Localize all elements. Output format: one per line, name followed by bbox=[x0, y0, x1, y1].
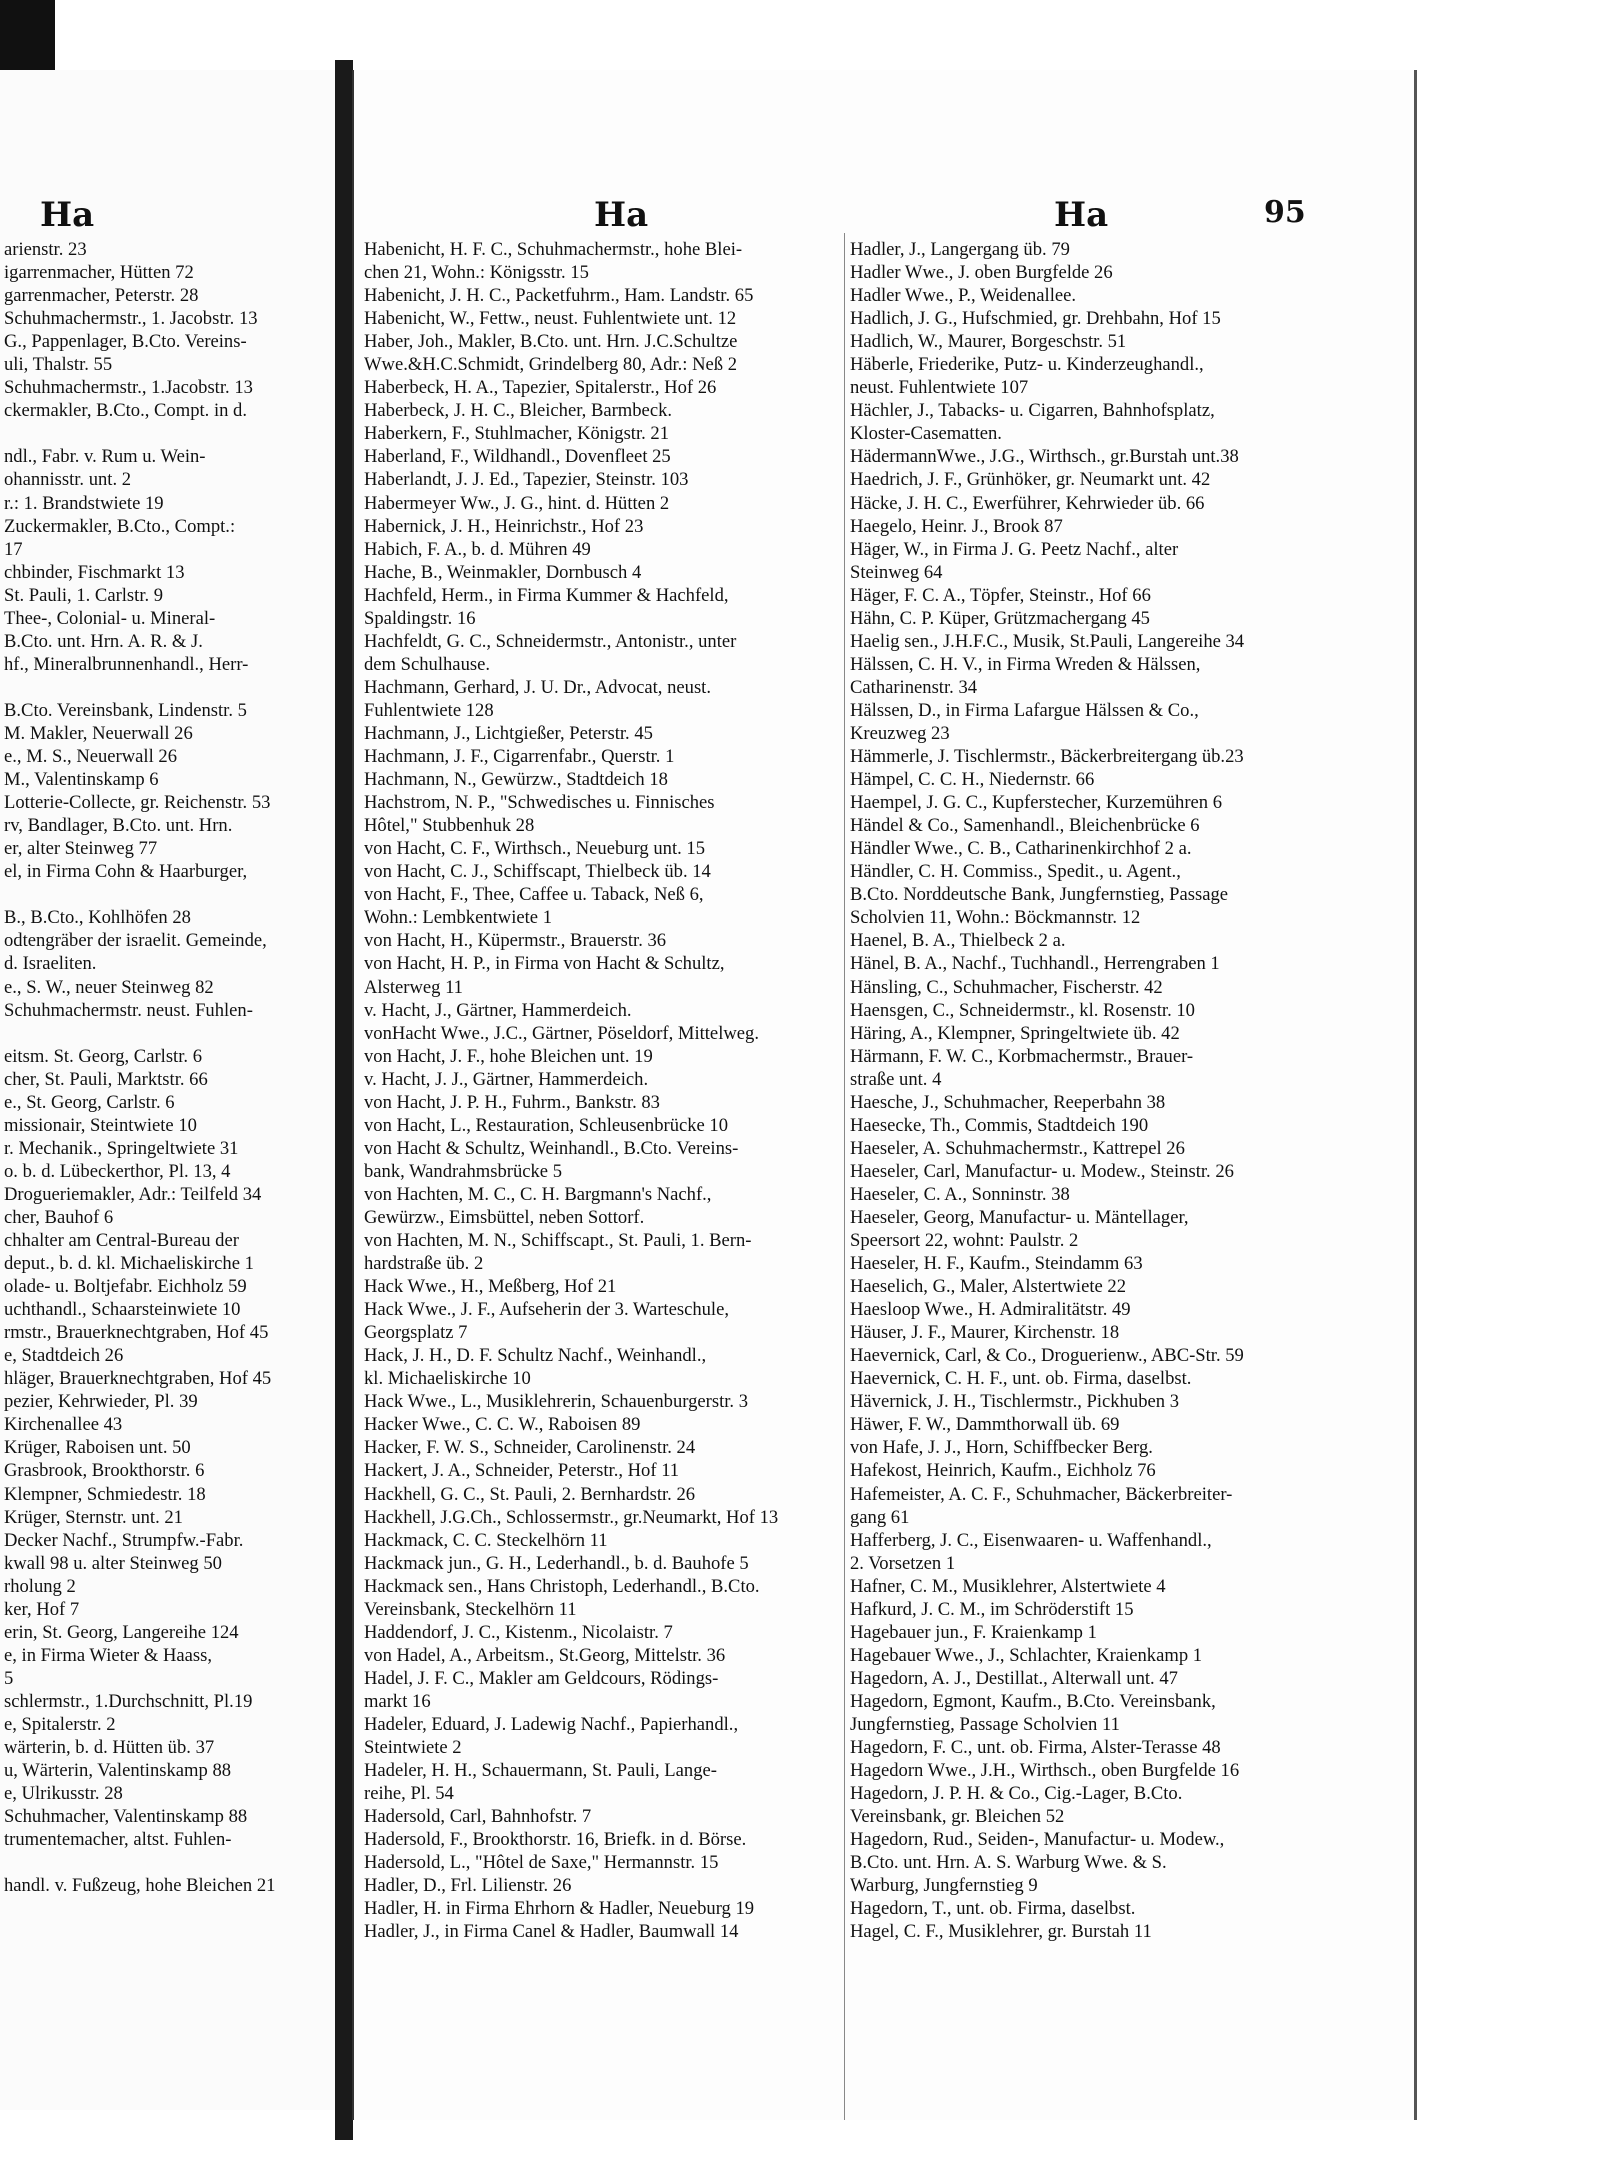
directory-entry-line: Hachmann, J. F., Cigarrenfabr., Querstr. 1 bbox=[364, 746, 675, 768]
directory-entry-line: 17 bbox=[4, 538, 23, 560]
directory-entry-line: Krüger, Raboisen unt. 50 bbox=[4, 1437, 191, 1459]
directory-entry-line: von Hacht, H., Küpermstr., Brauerstr. 36 bbox=[364, 930, 667, 952]
directory-entry-line: Haddendorf, J. C., Kistenm., Nicolaistr. 7 bbox=[364, 1621, 673, 1643]
directory-entry-line: odtengräber der israelit. Gemeinde, bbox=[4, 930, 267, 952]
directory-entry-line: Hack Wwe., H., Meßberg, Hof 21 bbox=[364, 1276, 617, 1298]
directory-entry-line: olade- u. Boltjefabr. Eichholz 59 bbox=[4, 1276, 247, 1298]
directory-entry-line: ckermakler, B.Cto., Compt. in d. bbox=[4, 400, 248, 422]
directory-entry-line: Speersort 22, wohnt: Paulstr. 2 bbox=[850, 1230, 1079, 1252]
directory-entry-line: Hagedorn, A. J., Destillat., Alterwall unt. 47 bbox=[850, 1667, 1178, 1689]
directory-entry-line: B.Cto. Norddeutsche Bank, Jungfernstieg, Passage bbox=[850, 884, 1229, 906]
directory-entry-line: Haberkern, F., Stuhlmacher, Königstr. 21 bbox=[364, 423, 670, 445]
directory-entry-line: deput., b. d. kl. Michaeliskirche 1 bbox=[4, 1253, 254, 1275]
directory-entry-line: o. b. d. Lübeckerthor, Pl. 13, 4 bbox=[4, 1160, 231, 1182]
column-heading-left: Ha bbox=[594, 195, 649, 235]
directory-entry-line: Kreuzweg 23 bbox=[850, 722, 950, 744]
directory-entry-line: reihe, Pl. 54 bbox=[364, 1783, 454, 1805]
directory-entry-line: ker, Hof 7 bbox=[4, 1598, 80, 1620]
directory-entry-line: gang 61 bbox=[850, 1506, 910, 1528]
directory-entry-line: Vereinsbank, Steckelhörn 11 bbox=[364, 1598, 577, 1620]
page-number: 95 bbox=[1264, 195, 1306, 230]
directory-entry-line: r.: 1. Brandstwiete 19 bbox=[4, 492, 164, 514]
directory-entry-line: vonHacht Wwe., J.C., Gärtner, Pöseldorf, Mittelweg. bbox=[364, 1022, 759, 1044]
directory-entry-line: Hack Wwe., L., Musiklehrerin, Schauenburgerstr. 3 bbox=[364, 1391, 749, 1413]
directory-entry-line: wärterin, b. d. Hütten üb. 37 bbox=[4, 1737, 215, 1759]
directory-entry-line: Hadeler, Eduard, J. Ladewig Nachf., Papierhandl., bbox=[364, 1714, 739, 1735]
directory-entry-line: Hämmerle, J. Tischlermstr., Bäckerbreitergang üb.23 bbox=[850, 746, 1244, 768]
directory-entry-line: B., B.Cto., Kohlhöfen 28 bbox=[4, 907, 191, 929]
directory-entry-line: Kloster-Casematten. bbox=[850, 423, 1002, 445]
directory-entry-line: Decker Nachf., Strumpfw.-Fabr. bbox=[4, 1529, 244, 1551]
directory-entry-line: Hadlich, J. G., Hufschmied, gr. Drehbahn, Hof 15 bbox=[850, 308, 1221, 330]
directory-entry-line: Hähn, C. P. Küper, Grützmachergang 45 bbox=[850, 607, 1150, 629]
directory-entry-line: Hadeler, H. H., Schauermann, St. Pauli, Lange- bbox=[364, 1760, 717, 1782]
directory-entry-line: Spaldingstr. 16 bbox=[364, 607, 476, 629]
directory-entry-line: chbinder, Fischmarkt 13 bbox=[4, 561, 185, 583]
directory-entry-line: Haesloop Wwe., H. Admiralitätstr. 49 bbox=[850, 1299, 1131, 1321]
directory-entry-line: neust. Fuhlentwiete 107 bbox=[850, 377, 1029, 399]
directory-entry-line: Schuhmachermstr., 1. Jacobstr. 13 bbox=[4, 308, 258, 330]
directory-entry-line: trumentemacher, altst. Fuhlen- bbox=[4, 1829, 232, 1851]
directory-entry-line: Hachmann, N., Gewürzw., Stadtdeich 18 bbox=[364, 769, 668, 791]
directory-entry-line: Hagedorn, J. P. H. & Co., Cig.-Lager, B.Cto. bbox=[850, 1783, 1183, 1805]
directory-entry-line: bank, Wandrahmsbrücke 5 bbox=[364, 1160, 562, 1182]
directory-entry-line: Vereinsbank, gr. Bleichen 52 bbox=[850, 1806, 1065, 1828]
directory-entry-line: garrenmacher, Peterstr. 28 bbox=[4, 285, 199, 307]
column-heading-right: Ha bbox=[1054, 195, 1109, 235]
directory-entry-line: von Hacht, H. P., in Firma von Hacht & Schultz, bbox=[364, 953, 725, 975]
directory-entry-line: HädermannWwe., J.G., Wirthsch., gr.Burstah unt.38 bbox=[850, 446, 1239, 468]
directory-entry-line: Haevernick, Carl, & Co., Droguerienw., ABC-Str. 59 bbox=[850, 1345, 1244, 1367]
directory-entry-line: Hagedorn, Rud., Seiden-, Manufactur- u. Modew., bbox=[850, 1829, 1225, 1851]
directory-entry-line: e., St. Georg, Carlstr. 6 bbox=[4, 1091, 175, 1113]
column-divider bbox=[844, 233, 845, 2120]
directory-entry-line: Hôtel," Stubbenhuk 28 bbox=[364, 815, 535, 837]
directory-entry-line: St. Pauli, 1. Carlstr. 9 bbox=[4, 584, 164, 606]
directory-entry-line: von Hacht, L., Restauration, Schleusenbrücke 10 bbox=[364, 1114, 729, 1136]
book-gutter bbox=[335, 60, 353, 2140]
directory-entry-line: Hack Wwe., J. F., Aufseherin der 3. Warteschule, bbox=[364, 1299, 730, 1321]
directory-entry-line: e, Stadtdeich 26 bbox=[4, 1345, 124, 1367]
directory-entry-line: Hachfeld, Herm., in Firma Kummer & Hachfeld, bbox=[364, 584, 729, 606]
directory-entry-line: Händel & Co., Samenhandl., Bleichenbrücke 6 bbox=[850, 815, 1200, 837]
directory-column-right bbox=[850, 238, 1320, 1943]
directory-entry-line: dem Schulhause. bbox=[364, 653, 490, 675]
directory-entry-line: el, in Firma Cohn & Haarburger, bbox=[4, 861, 248, 883]
directory-entry-line: handl. v. Fußzeug, hohe Bleichen 21 bbox=[4, 1875, 276, 1897]
directory-entry-line: M., Valentinskamp 6 bbox=[4, 769, 159, 791]
directory-entry-line bbox=[4, 422, 329, 445]
directory-entry-line: Hachfeldt, G. C., Schneidermstr., Antonistr., unter bbox=[364, 630, 737, 652]
directory-entry-line: Häger, F. C. A., Töpfer, Steinstr., Hof 66 bbox=[850, 584, 1151, 606]
directory-entry-line: Händler, C. H. Commiss., Spedit., u. Agent., bbox=[850, 861, 1181, 883]
directory-entry-line: Haberbeck, H. A., Tapezier, Spitalerstr., Hof 26 bbox=[364, 377, 717, 399]
directory-entry-line: von Hadel, A., Arbeitsm., St.Georg, Mittelstr. 36 bbox=[364, 1644, 726, 1666]
directory-entry-line: Wohn.: Lembkentwiete 1 bbox=[364, 907, 553, 929]
directory-entry-line: von Hacht, J. F., hohe Bleichen unt. 19 bbox=[364, 1045, 653, 1067]
directory-entry-line: hläger, Brauerknechtgraben, Hof 45 bbox=[4, 1368, 272, 1390]
directory-entry-line: Steinweg 64 bbox=[850, 561, 943, 583]
directory-entry-line: Hadler, D., Frl. Lilienstr. 26 bbox=[364, 1875, 572, 1897]
directory-entry-line: von Hacht, F., Thee, Caffee u. Taback, Neß 6, bbox=[364, 884, 704, 906]
directory-entry-line: Häberle, Friederike, Putz- u. Kinderzeughandl., bbox=[850, 354, 1204, 376]
directory-entry-line: Hachmann, J., Lichtgießer, Peterstr. 45 bbox=[364, 722, 653, 744]
directory-entry-line: Haeseler, C. A., Sonninstr. 38 bbox=[850, 1183, 1070, 1205]
directory-entry-line: von Hafe, J. J., Horn, Schiffbecker Berg. bbox=[850, 1437, 1153, 1459]
directory-entry-line: Hadler, H. in Firma Ehrhorn & Hadler, Neueburg 19 bbox=[364, 1898, 755, 1920]
directory-entry-line: Hack, J. H., D. F. Schultz Nachf., Weinhandl., bbox=[364, 1345, 707, 1367]
directory-column-left bbox=[364, 238, 839, 1943]
directory-entry-line: Häcke, J. H. C., Ewerführer, Kehrwieder üb. 66 bbox=[850, 492, 1205, 514]
directory-entry-line: Händler Wwe., C. B., Catharinenkirchhof 2 a. bbox=[850, 838, 1192, 860]
directory-entry-line: pezier, Kehrwieder, Pl. 39 bbox=[4, 1391, 198, 1413]
directory-entry-line: Thee-, Colonial- u. Mineral- bbox=[4, 607, 216, 629]
directory-entry-line: Klempner, Schmiedestr. 18 bbox=[4, 1483, 206, 1505]
directory-entry-line bbox=[4, 1022, 329, 1045]
directory-entry-line: Grasbrook, Brookthorstr. 6 bbox=[4, 1460, 205, 1482]
directory-entry-line: Zuckermakler, B.Cto., Compt.: bbox=[4, 515, 236, 537]
directory-entry-line: Hämpel, C. C. H., Niedernstr. 66 bbox=[850, 769, 1095, 791]
directory-entry-line: Steintwiete 2 bbox=[364, 1737, 462, 1759]
directory-entry-line: Hänsling, C., Schuhmacher, Fischerstr. 42 bbox=[850, 976, 1163, 998]
directory-entry-line: kl. Michaeliskirche 10 bbox=[364, 1368, 531, 1390]
directory-entry-line: von Hachten, M. C., C. H. Bargmann's Nachf., bbox=[364, 1183, 712, 1205]
directory-entry-line: B.Cto. unt. Hrn. A. R. & J. bbox=[4, 630, 203, 652]
directory-entry-line: Hadlich, W., Maurer, Borgeschstr. 51 bbox=[850, 331, 1127, 353]
directory-entry-line: Kirchenallee 43 bbox=[4, 1414, 123, 1436]
directory-entry-line: eitsm. St. Georg, Carlstr. 6 bbox=[4, 1045, 202, 1067]
directory-entry-line: Schuhmachermstr., 1.Jacobstr. 13 bbox=[4, 377, 253, 399]
directory-entry-line: Haeseler, H. F., Kaufm., Steindamm 63 bbox=[850, 1253, 1143, 1275]
directory-entry-line: G., Pappenlager, B.Cto. Vereins- bbox=[4, 331, 247, 353]
directory-entry-line: Schuhmachermstr. neust. Fuhlen- bbox=[4, 999, 253, 1021]
directory-entry-line: e, Ulrikusstr. 28 bbox=[4, 1783, 123, 1805]
directory-entry-line: straße unt. 4 bbox=[850, 1068, 942, 1090]
directory-entry-line: uchthandl., Schaarsteinwiete 10 bbox=[4, 1299, 241, 1321]
directory-entry-line: M. Makler, Neuerwall 26 bbox=[4, 722, 193, 744]
directory-entry-line: Jungfernstieg, Passage Scholvien 11 bbox=[850, 1714, 1120, 1735]
directory-entry-line: r. Mechanik., Springeltwiete 31 bbox=[4, 1137, 239, 1159]
directory-entry-line: Haeselich, G., Maler, Alstertwiete 22 bbox=[850, 1276, 1127, 1298]
directory-entry-line: rholung 2 bbox=[4, 1575, 76, 1597]
directory-entry-line: Hache, B., Weinmakler, Dornbusch 4 bbox=[364, 561, 642, 583]
directory-entry-line bbox=[4, 676, 329, 699]
directory-entry-line: cher, St. Pauli, Marktstr. 66 bbox=[4, 1068, 208, 1090]
directory-entry-line: schlermstr., 1.Durchschnitt, Pl.19 bbox=[4, 1690, 253, 1712]
directory-entry-line: chhalter am Central-Bureau der bbox=[4, 1230, 239, 1252]
directory-entry-line: Hagedorn, Egmont, Kaufm., B.Cto. Vereinsbank, bbox=[850, 1690, 1216, 1712]
directory-entry-line: cher, Bauhof 6 bbox=[4, 1206, 114, 1228]
directory-entry-line: Hadersold, L., "Hôtel de Saxe," Hermannstr. 15 bbox=[364, 1852, 719, 1874]
bookmark-ribbon bbox=[0, 0, 55, 75]
directory-entry-line: Habenicht, W., Fettw., neust. Fuhlentwiete unt. 12 bbox=[364, 308, 737, 330]
directory-entry-line: Häuser, J. F., Maurer, Kirchenstr. 18 bbox=[850, 1322, 1120, 1344]
directory-entry-line: Haevernick, C. H. F., unt. ob. Firma, daselbst. bbox=[850, 1368, 1192, 1390]
directory-entry-line: Haesche, J., Schuhmacher, Reeperbahn 38 bbox=[850, 1091, 1166, 1113]
directory-entry-line: Haberlandt, J. J. Ed., Tapezier, Steinstr. 103 bbox=[364, 469, 689, 491]
directory-entry-line: e., S. W., neuer Steinweg 82 bbox=[4, 976, 214, 998]
directory-entry-line: Georgsplatz 7 bbox=[364, 1322, 468, 1344]
directory-entry-line: Haberland, F., Wildhandl., Dovenfleet 25 bbox=[364, 446, 671, 468]
directory-entry-line: B.Cto. unt. Hrn. A. S. Warburg Wwe. & S. bbox=[850, 1852, 1167, 1874]
directory-entry-line: erin, St. Georg, Langereihe 124 bbox=[4, 1621, 239, 1643]
directory-entry-line: Scholvien 11, Wohn.: Böckmannstr. 12 bbox=[850, 907, 1141, 929]
directory-entry-line: Wwe.&H.C.Schmidt, Grindelberg 80, Adr.: Neß 2 bbox=[364, 354, 738, 376]
directory-entry-line: Hacker, F. W. S., Schneider, Carolinenstr. 24 bbox=[364, 1437, 696, 1459]
directory-entry-line: Hadersold, Carl, Bahnhofstr. 7 bbox=[364, 1806, 592, 1828]
directory-entry-line: Haedrich, J. F., Grünhöker, gr. Neumarkt unt. 42 bbox=[850, 469, 1211, 491]
directory-entry-line: Häger, W., in Firma J. G. Peetz Nachf., alter bbox=[850, 538, 1179, 560]
directory-entry-line: Hackmack, C. C. Steckelhörn 11 bbox=[364, 1529, 608, 1551]
directory-entry-line: Habenicht, J. H. C., Packetfuhrm., Ham. Landstr. 65 bbox=[364, 285, 754, 307]
directory-entry-line: Schuhmacher, Valentinskamp 88 bbox=[4, 1806, 248, 1828]
directory-entry-line: Hachmann, Gerhard, J. U. Dr., Advocat, neust. bbox=[364, 676, 711, 698]
directory-entry-line: markt 16 bbox=[364, 1690, 431, 1712]
directory-entry-line: Krüger, Sternstr. unt. 21 bbox=[4, 1506, 183, 1528]
directory-entry-line: Haelig sen., J.H.F.C., Musik, St.Pauli, Langereihe 34 bbox=[850, 630, 1245, 652]
directory-entry-line: Habermeyer Ww., J. G., hint. d. Hütten 2 bbox=[364, 492, 670, 514]
directory-entry-line: B.Cto. Vereinsbank, Lindenstr. 5 bbox=[4, 699, 247, 721]
directory-entry-line: Hadler Wwe., P., Weidenallee. bbox=[850, 285, 1077, 307]
directory-entry-line: Hafferberg, J. C., Eisenwaaren- u. Waffenhandl., bbox=[850, 1529, 1212, 1551]
directory-entry-line: Hävernick, J. H., Tischlermstr., Pickhuben 3 bbox=[850, 1391, 1179, 1413]
directory-entry-line: v. Hacht, J. J., Gärtner, Hammerdeich. bbox=[364, 1068, 649, 1090]
directory-entry-line: rv, Bandlager, B.Cto. unt. Hrn. bbox=[4, 815, 233, 837]
directory-entry-line: ohannisstr. unt. 2 bbox=[4, 469, 132, 491]
directory-entry-line: Hagebauer jun., F. Kraienkamp 1 bbox=[850, 1621, 1097, 1643]
directory-entry-line: Haeseler, Georg, Manufactur- u. Mäntellager, bbox=[850, 1206, 1189, 1228]
directory-entry-line: chen 21, Wohn.: Königsstr. 15 bbox=[364, 262, 589, 284]
directory-entry-line: v. Hacht, J., Gärtner, Hammerdeich. bbox=[364, 999, 632, 1021]
directory-entry-line: 2. Vorsetzen 1 bbox=[850, 1552, 956, 1574]
directory-entry-line: Hachstrom, N. P., "Schwedisches u. Finnisches bbox=[364, 792, 715, 814]
directory-entry-line: Hafner, C. M., Musiklehrer, Alstertwiete 4 bbox=[850, 1575, 1166, 1597]
directory-entry-line: hardstraße üb. 2 bbox=[364, 1253, 484, 1275]
directory-entry-line: Drogueriemakler, Adr.: Teilfeld 34 bbox=[4, 1183, 262, 1205]
directory-entry-line: hf., Mineralbrunnenhandl., Herr- bbox=[4, 653, 249, 675]
directory-entry-line: arienstr. 23 bbox=[4, 239, 87, 260]
directory-entry-line: Haegelo, Heinr. J., Brook 87 bbox=[850, 515, 1063, 537]
directory-entry-line: Hadler, J., Langergang üb. 79 bbox=[850, 239, 1070, 260]
directory-entry-line: Fuhlentwiete 128 bbox=[364, 699, 494, 721]
directory-entry-line: e, Spitalerstr. 2 bbox=[4, 1714, 116, 1735]
directory-entry-line: Hälssen, C. H. V., in Firma Wreden & Hälssen, bbox=[850, 653, 1201, 675]
directory-entry-line: Haensgen, C., Schneidermstr., kl. Rosenstr. 10 bbox=[850, 999, 1195, 1021]
directory-entry-line: uli, Thalstr. 55 bbox=[4, 354, 113, 376]
directory-entry-line: Hafkurd, J. C. M., im Schröderstift 15 bbox=[850, 1598, 1134, 1620]
directory-entry-line: Hackhell, J.G.Ch., Schlossermstr., gr.Neumarkt, Hof 13 bbox=[364, 1506, 779, 1528]
directory-entry-line: von Hacht, C. J., Schiffscapt, Thielbeck üb. 14 bbox=[364, 861, 711, 883]
directory-entry-line: Hagedorn, T., unt. ob. Firma, daselbst. bbox=[850, 1898, 1136, 1920]
directory-entry-line: Haeseler, Carl, Manufactur- u. Modew., Steinstr. 26 bbox=[850, 1160, 1234, 1182]
directory-entry-line: Hacker Wwe., C. C. W., Raboisen 89 bbox=[364, 1414, 641, 1436]
directory-entry-line bbox=[4, 1851, 329, 1874]
directory-entry-line: Hälssen, D., in Firma Lafargue Hälssen & Co., bbox=[850, 699, 1199, 721]
directory-entry-line: Hadler, J., in Firma Canel & Hadler, Baumwall 14 bbox=[364, 1921, 739, 1943]
directory-entry-line: Häwer, F. W., Dammthorwall üb. 69 bbox=[850, 1414, 1120, 1436]
directory-entry-line: Häring, A., Klempner, Springeltwiete üb. 42 bbox=[850, 1022, 1180, 1044]
directory-entry-line: Haeseler, A. Schuhmachermstr., Kattrepel 26 bbox=[850, 1137, 1185, 1159]
directory-entry-line: e., M. S., Neuerwall 26 bbox=[4, 746, 177, 768]
directory-entry-line: von Hacht, C. F., Wirthsch., Neueburg unt. 15 bbox=[364, 838, 706, 860]
directory-entry-line: Hadersold, F., Brookthorstr. 16, Briefk. in d. Börse. bbox=[364, 1829, 747, 1851]
directory-entry-line: Hafemeister, A. C. F., Schuhmacher, Bäckerbreiter- bbox=[850, 1483, 1233, 1505]
directory-entry-line: Haberbeck, J. H. C., Bleicher, Barmbeck. bbox=[364, 400, 673, 422]
directory-entry-line: Hänel, B. A., Nachf., Tuchhandl., Herrengraben 1 bbox=[850, 953, 1220, 975]
directory-entry-line: 5 bbox=[4, 1667, 14, 1689]
directory-entry-line: rmstr., Brauerknechtgraben, Hof 45 bbox=[4, 1322, 269, 1344]
directory-entry-line: von Hachten, M. N., Schiffscapt., St. Pauli, 1. Bern- bbox=[364, 1230, 752, 1252]
left-page-entries bbox=[4, 238, 329, 1897]
directory-entry-line: Hadler Wwe., J. oben Burgfelde 26 bbox=[850, 262, 1113, 284]
directory-entry-line: Haesecke, Th., Commis, Stadtdeich 190 bbox=[850, 1114, 1149, 1136]
directory-entry-line: Habich, F. A., b. d. Mühren 49 bbox=[364, 538, 591, 560]
directory-entry-line: Lotterie-Collecte, gr. Reichenstr. 53 bbox=[4, 792, 271, 814]
directory-entry-line: Hackmack sen., Hans Christoph, Lederhandl., B.Cto. bbox=[364, 1575, 760, 1597]
directory-entry-line: Habenicht, H. F. C., Schuhmachermstr., hohe Blei- bbox=[364, 239, 743, 260]
directory-entry-line: e, in Firma Wieter & Haass, bbox=[4, 1644, 213, 1666]
left-page bbox=[0, 70, 338, 2110]
directory-entry-line: igarrenmacher, Hütten 72 bbox=[4, 262, 194, 284]
directory-entry-line: u, Wärterin, Valentinskamp 88 bbox=[4, 1760, 232, 1782]
main-page bbox=[352, 70, 1417, 2120]
directory-entry-line: ndl., Fabr. v. Rum u. Wein- bbox=[4, 446, 206, 468]
directory-entry-line: Haber, Joh., Makler, B.Cto. unt. Hrn. J.C.Schultze bbox=[364, 331, 738, 353]
directory-entry-line: d. Israeliten. bbox=[4, 953, 97, 975]
directory-entry-line: Hagebauer Wwe., J., Schlachter, Kraienkamp 1 bbox=[850, 1644, 1203, 1666]
directory-entry-line: Warburg, Jungfernstieg 9 bbox=[850, 1875, 1038, 1897]
directory-entry-line: Hackert, J. A., Schneider, Peterstr., Hof 11 bbox=[364, 1460, 680, 1482]
directory-entry-line: Hagedorn, F. C., unt. ob. Firma, Alster-Terasse 48 bbox=[850, 1737, 1221, 1759]
directory-entry-line: Hächler, J., Tabacks- u. Cigarren, Bahnhofsplatz, bbox=[850, 400, 1215, 422]
directory-entry-line: Catharinenstr. 34 bbox=[850, 676, 978, 698]
directory-entry-line: Haempel, J. G. C., Kupferstecher, Kurzemühren 6 bbox=[850, 792, 1223, 814]
directory-entry-line: Härmann, F. W. C., Korbmachermstr., Brauer- bbox=[850, 1045, 1194, 1067]
directory-entry-line: Hadel, J. F. C., Makler am Geldcours, Rödings- bbox=[364, 1667, 719, 1689]
directory-entry-line: Haenel, B. A., Thielbeck 2 a. bbox=[850, 930, 1066, 952]
directory-entry-line: von Hacht, J. P. H., Fuhrm., Bankstr. 83 bbox=[364, 1091, 660, 1113]
directory-entry-line: Hackhell, G. C., St. Pauli, 2. Bernhardstr. 26 bbox=[364, 1483, 696, 1505]
directory-entry-line: Hagel, C. F., Musiklehrer, gr. Burstah 11 bbox=[850, 1921, 1152, 1943]
directory-entry-line bbox=[4, 883, 329, 906]
directory-entry-line: Hafekost, Heinrich, Kaufm., Eichholz 76 bbox=[850, 1460, 1156, 1482]
directory-entry-line: Alsterweg 11 bbox=[364, 976, 463, 998]
directory-entry-line: Habernick, J. H., Heinrichstr., Hof 23 bbox=[364, 515, 644, 537]
directory-entry-line: missionair, Steintwiete 10 bbox=[4, 1114, 197, 1136]
directory-entry-line: Hagedorn Wwe., J.H., Wirthsch., oben Burgfelde 16 bbox=[850, 1760, 1240, 1782]
directory-entry-line: Hackmack jun., G. H., Lederhandl., b. d. Bauhofe 5 bbox=[364, 1552, 749, 1574]
directory-entry-line: von Hacht & Schultz, Weinhandl., B.Cto. Vereins- bbox=[364, 1137, 739, 1159]
directory-entry-line: kwall 98 u. alter Steinweg 50 bbox=[4, 1552, 222, 1574]
directory-entry-line: Gewürzw., Eimsbüttel, neben Sottorf. bbox=[364, 1206, 645, 1228]
left-page-heading: Ha bbox=[40, 195, 95, 235]
directory-entry-line: er, alter Steinweg 77 bbox=[4, 838, 158, 860]
